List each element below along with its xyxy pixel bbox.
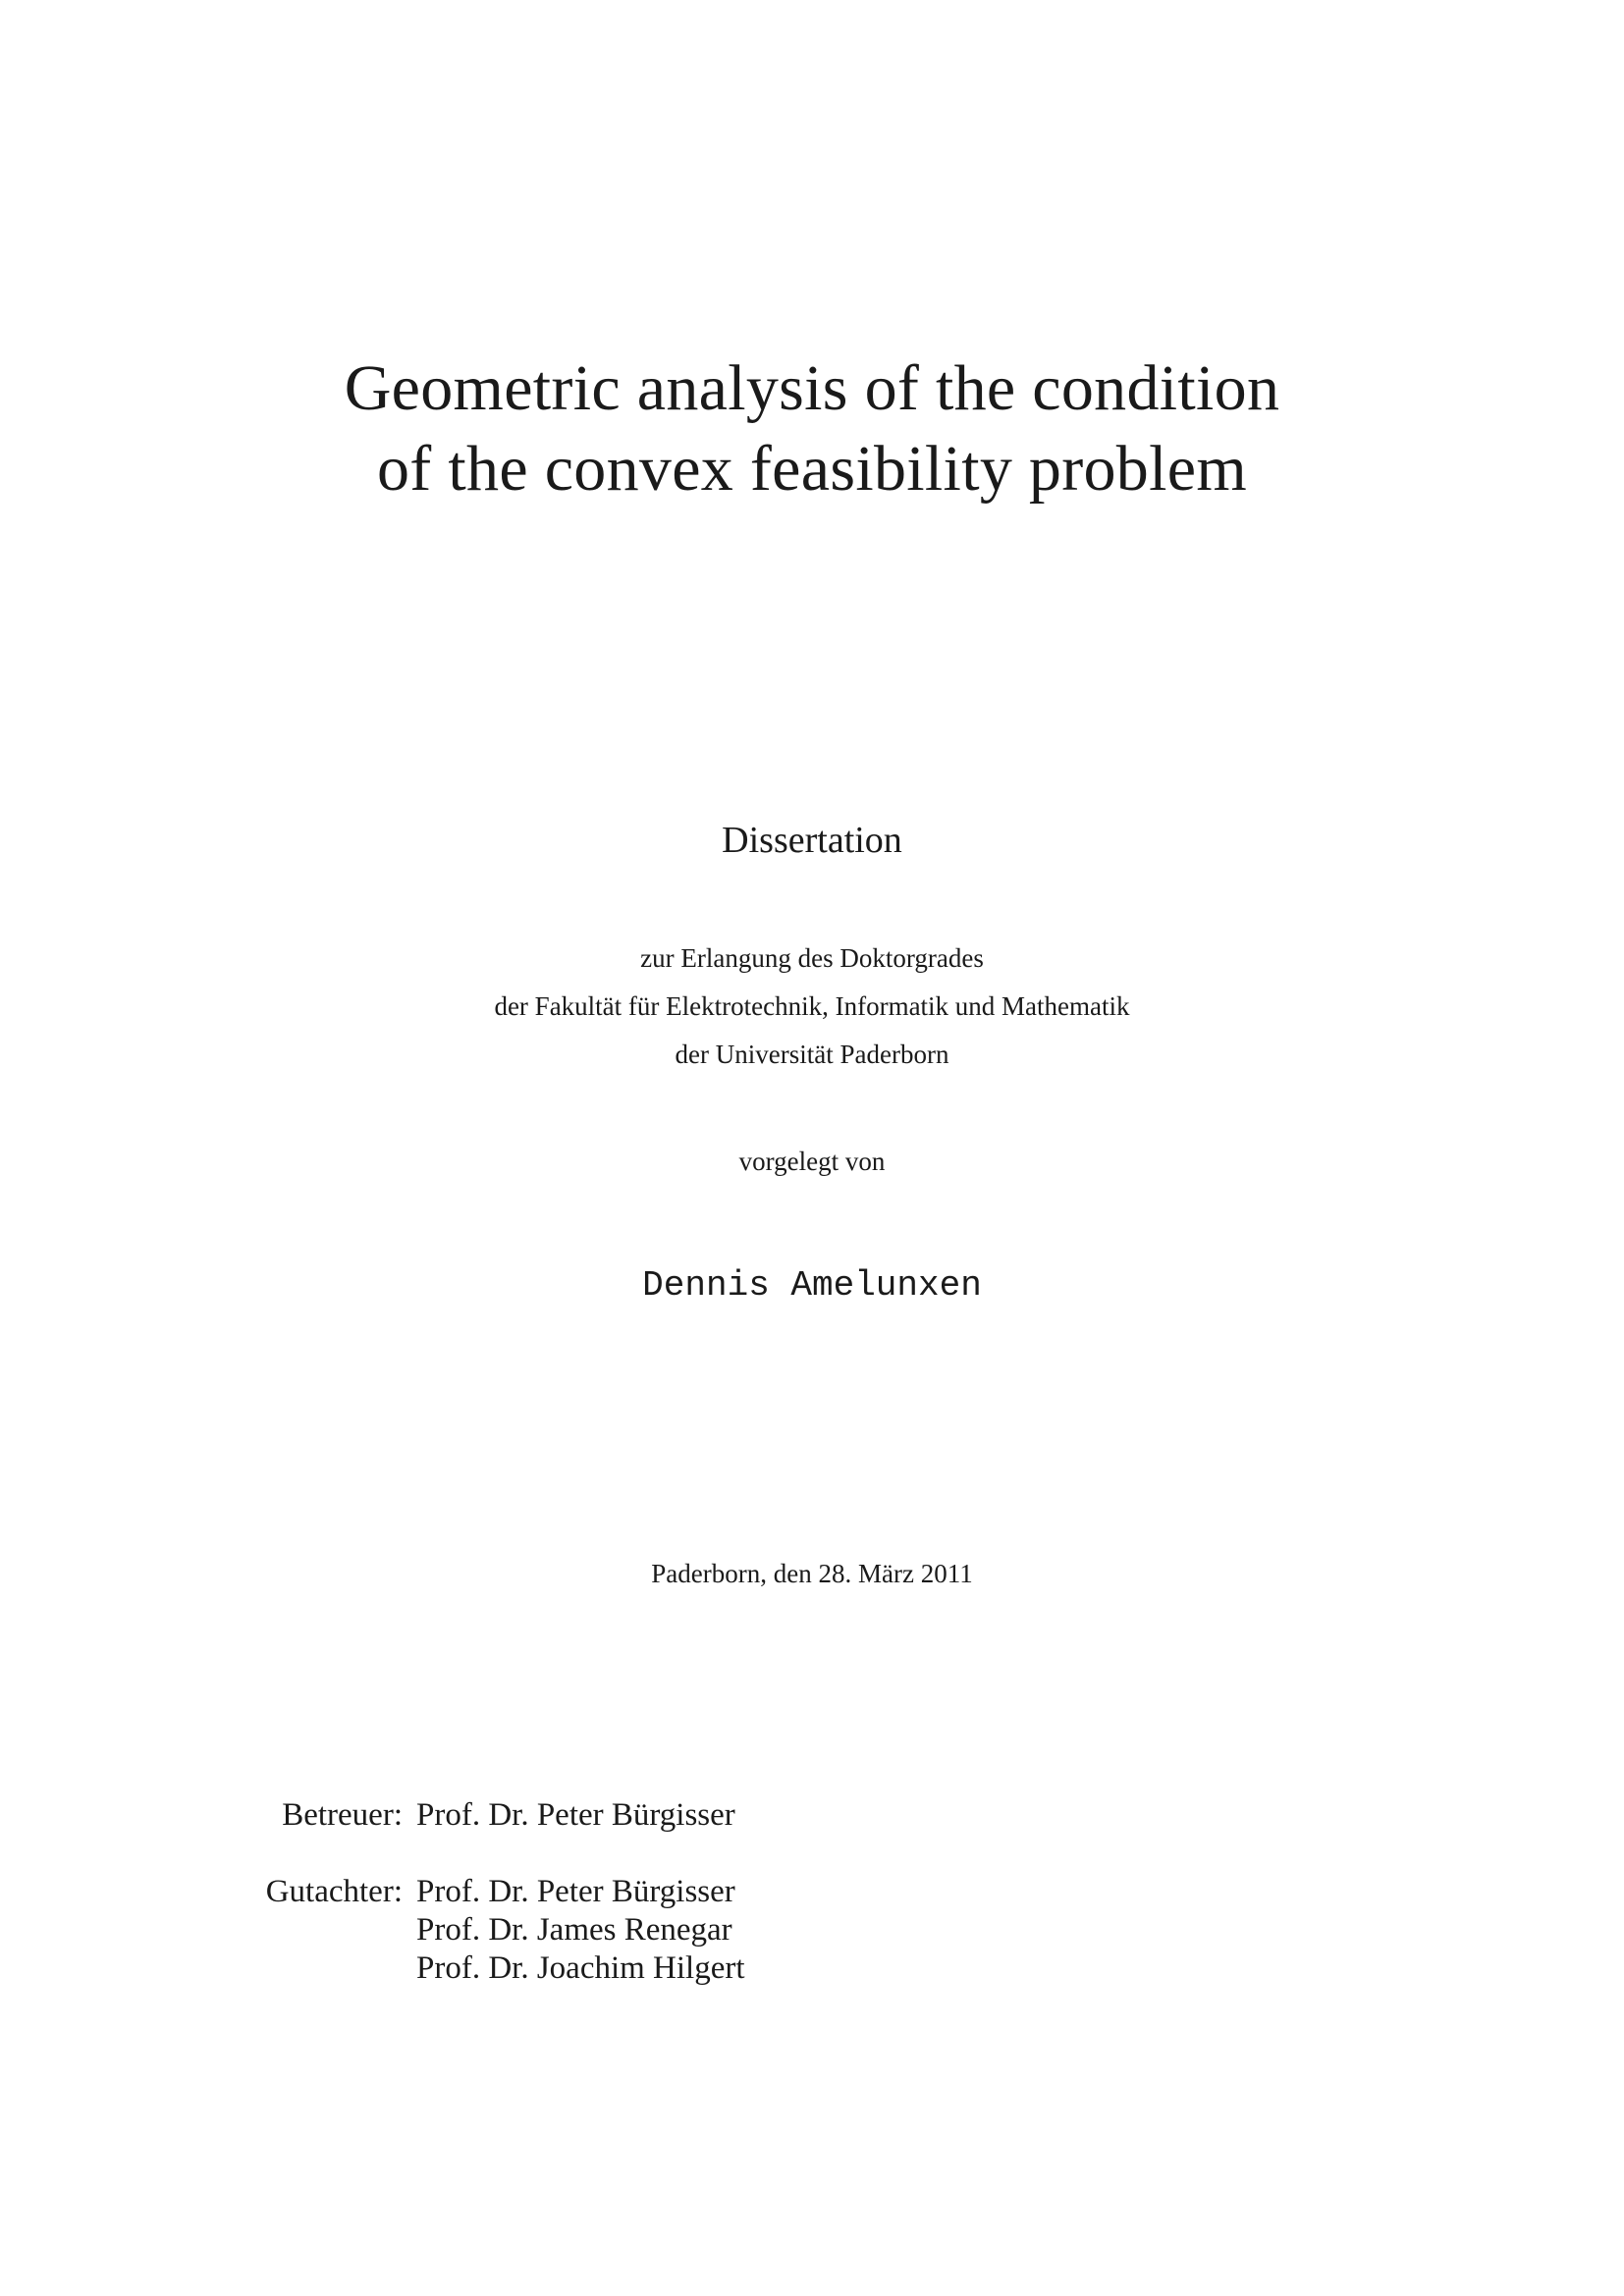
- reviewers-label: Gutachter:: [265, 1874, 403, 1909]
- reviewer-name: Prof. Dr. Peter Bürgisser: [416, 1874, 735, 1909]
- presented-by: vorgelegt von: [738, 1147, 886, 1176]
- place-date: Paderborn, den 28. März 2011: [651, 1559, 973, 1588]
- thesis-title: [0, 348, 1624, 509]
- document-type: Dissertation: [722, 820, 902, 861]
- purpose-line-3: der Universität Paderborn: [675, 1040, 949, 1069]
- reviewer-row: [0, 1949, 1624, 1988]
- author-name: Dennis Amelunxen: [642, 1265, 982, 1306]
- committee-block: [0, 1796, 1624, 1988]
- thesis-title-line-1: Geometric analysis of the condition: [344, 352, 1280, 424]
- advisor-row: [0, 1796, 1624, 1835]
- degree-purpose: [0, 934, 1624, 1079]
- reviewer-row: [0, 1911, 1624, 1949]
- reviewer-row: [0, 1873, 1624, 1911]
- reviewer-name: Prof. Dr. Joachim Hilgert: [416, 1950, 745, 1986]
- purpose-line-1: zur Erlangung des Doktorgrades: [640, 943, 984, 973]
- purpose-line-2: der Fakultät für Elektrotechnik, Informatik und Mathematik: [494, 991, 1130, 1021]
- thesis-title-line-2: of the convex feasibility problem: [377, 433, 1247, 505]
- advisor-label: Betreuer:: [282, 1797, 403, 1833]
- reviewer-name: Prof. Dr. James Renegar: [416, 1912, 732, 1948]
- advisor-name: Prof. Dr. Peter Bürgisser: [416, 1797, 735, 1833]
